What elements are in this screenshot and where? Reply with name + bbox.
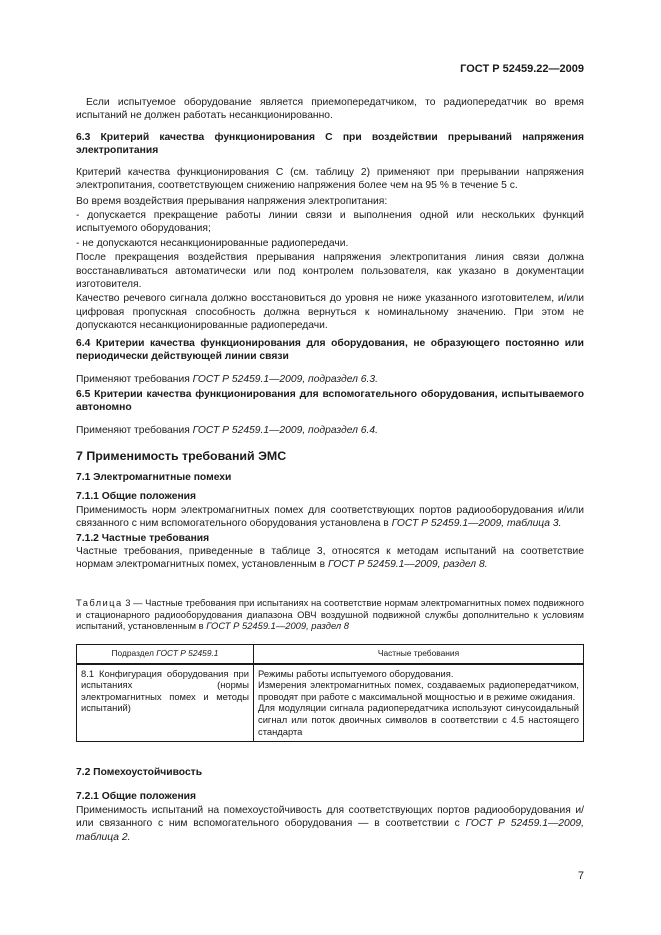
table-3-caption-ref: ГОСТ Р 52459.1—2009, раздел 8: [206, 620, 349, 632]
section-7-1-1-title: 7.1.1 Общие положения: [76, 491, 196, 503]
section-6-4-text: Применяют требования ГОСТ Р 52459.1—2009, подраздел 6.3.: [76, 373, 378, 385]
section-6-3-p5: После прекращения воздействия прерывания напряжения электропитания линия связи должна восстанавливаться автоматически или под контролем пользователя, как указано в документации изготовителя.: [76, 252, 584, 291]
section-7-2-1-ref: ГОСТ Р 52459.1—2009, таблица 2.: [76, 818, 585, 843]
section-7-2-1-title: 7.2.1 Общие положения: [76, 791, 196, 803]
section-7-2-1-text: Применимость испытаний на помехоустойчивость для соответствующих портов радиооборудования и/или связанного с ним вспомогательного оборудования — в соответствии с ГОСТ Р 52459.1—2009, таблица 2.: [76, 804, 585, 843]
section-6-3: [76, 131, 584, 333]
section-7-1-1-ref: ГОСТ Р 52459.1—2009, таблица 3.: [391, 518, 562, 530]
section-6-4: [76, 337, 584, 386]
table-header-requirements: Частные требования: [254, 645, 584, 664]
table-3-caption: Таблица 3 — Частные требования при испытаниях на соответствие нормам электромагнитных помех подвижного и стационарного радиооборудования диапазона ОВЧ воздушной подвижной службы дополнительно к условиям испытаний, установленным в ГОСТ Р 52459.1—2009, раздел 8: [76, 597, 584, 632]
section-6-3-p4: - не допускаются несанкционированные радиопередачи.: [76, 237, 349, 249]
section-7-title: 7 Применимость требований ЭМС: [76, 449, 287, 463]
section-6-5-text: Применяют требования ГОСТ Р 52459.1—2009, подраздел 6.4.: [76, 424, 378, 436]
section-7-2: [76, 766, 584, 844]
table-header-row: [77, 645, 584, 664]
section-6-5-title: 6.5 Критерии качества функционирования для вспомогательного оборудования, испытываемого автономно: [76, 389, 584, 414]
section-6-3-title: 6.3 Критерий качества функционирования С при воздействии прерываний напряжения электропитания: [76, 132, 584, 157]
section-7-2-title: 7.2 Помехоустойчивость: [76, 767, 203, 778]
section-7-1-2-title: 7.1.2 Частные требования: [76, 532, 210, 544]
intro-paragraph: Если испытуемое оборудование является приемопередатчиком, то радиопередатчик во время испытаний не должен работать несанкционированно.: [76, 97, 584, 122]
section-6-3-p6: Качество речевого сигнала должно восстановиться до уровня не ниже указанного изготовителем, и/или цифровая пропускная способность должна вернуться к номинальному значению. При этом не допускаются несанкционированные радиопередачи.: [76, 293, 584, 332]
section-7-1-2-text: Частные требования, приведенные в таблице 3, относятся к методам испытаний на соответствие нормам электромагнитных помех, установленным в ГОСТ Р 52459.1—2009, раздел 8.: [76, 546, 584, 571]
table-cell-requirements: Режимы работы испытуемого оборудования. Измерения электромагнитных помех, создаваемых радиопередатчиком, проводят при работе с максимальной мощностью и в режиме ожидания. Для модуляции сигнала радиопередатчика используют синусоидальный сигнал или поток двоичных символов в соответствии с 4.5 настоящего стандарта: [254, 664, 584, 742]
section-6-4-ref: ГОСТ Р 52459.1—2009, подраздел 6.3.: [192, 373, 378, 385]
section-7-1-title: 7.1 Электромагнитные помехи: [76, 472, 232, 483]
section-6-3-p2: Во время воздействия прерывания напряжения электропитания:: [76, 195, 388, 207]
section-6-3-p3: - допускается прекращение работы линии связи и выполнения одной или нескольких функций испытуемого оборудования;: [76, 210, 584, 235]
table-cell-subsection: 8.1 Конфигурация оборудования при испытаниях (нормы электромагнитных помех и методы испытаний): [77, 664, 254, 742]
section-6-5: [76, 388, 584, 437]
section-7: [76, 449, 584, 572]
section-6-3-p1: Критерий качества функционирования С (см. таблицу 2) применяют при прерывании напряжения электропитания, соответствующем снижению напряжения более чем на 95 % в течение 5 с.: [76, 166, 584, 192]
section-7-1-1-text: Применимость норм электромагнитных помех для соответствующих портов радиооборудования и/или связанного с ним вспомогательного оборудования установлена в ГОСТ Р 52459.1—2009, таблица 3.: [76, 504, 584, 530]
table-row: [77, 664, 584, 742]
section-7-1-2-ref: ГОСТ Р 52459.1—2009, раздел 8.: [327, 559, 488, 571]
table-3-caption-label: Таблица: [76, 597, 123, 608]
document-header-id: ГОСТ Р 52459.22—2009: [460, 63, 584, 75]
table-header-subsection: Подраздел ГОСТ Р 52459.1: [77, 645, 254, 664]
section-6-4-title: 6.4 Критерии качества функционирования для оборудования, не образующего постоянно или периодически действующей линии связи: [76, 338, 584, 363]
page-number: 7: [577, 870, 584, 882]
table-3: [76, 644, 584, 742]
section-6-5-ref: ГОСТ Р 52459.1—2009, подраздел 6.4.: [192, 424, 378, 436]
